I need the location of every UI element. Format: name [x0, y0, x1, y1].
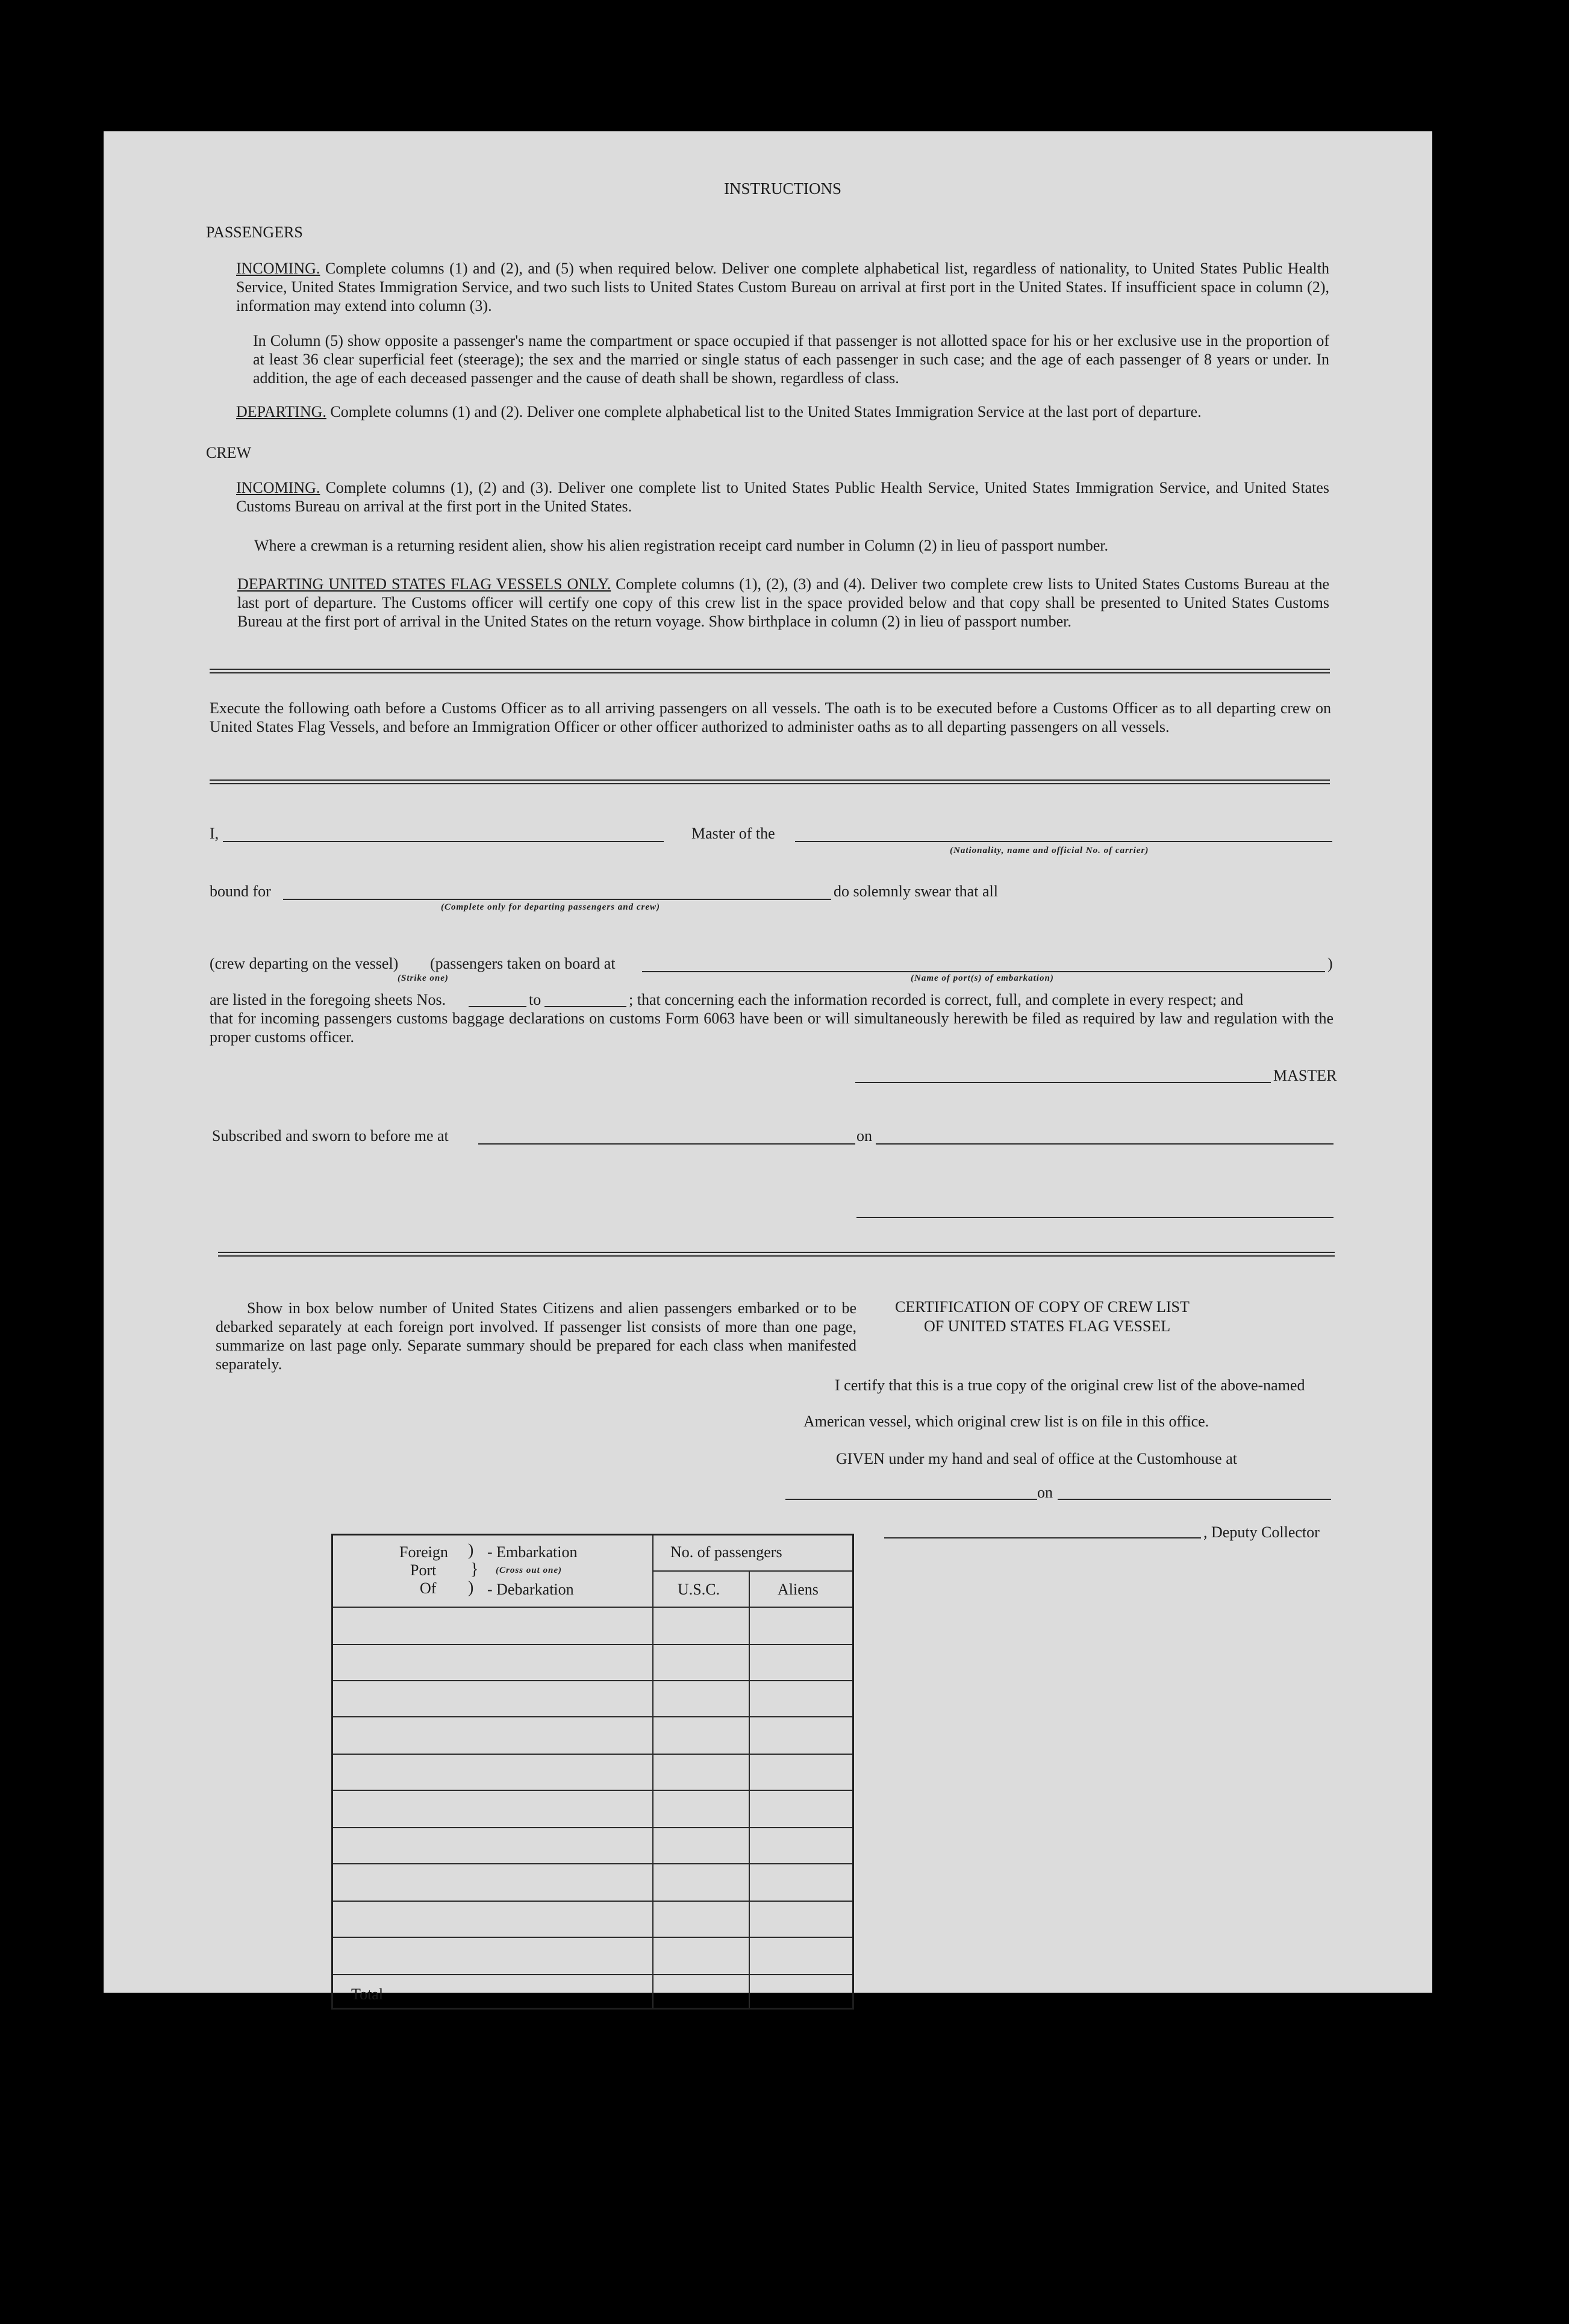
table-row-divider [333, 1790, 852, 1791]
listed-to: to [529, 991, 541, 1008]
embarkation-label: - Embarkation [487, 1543, 578, 1561]
crew-resident-paragraph: Where a crewman is a returning resident alien, show his alien registration receipt card number in Column (2) in lieu of passport number. [254, 537, 1109, 554]
crew-heading: CREW [206, 444, 252, 461]
no-passengers-header: No. of passengers [670, 1543, 782, 1561]
carrier-line[interactable] [795, 841, 1332, 842]
port-label: Port [410, 1561, 437, 1579]
page-title: INSTRUCTIONS [724, 180, 842, 198]
usc-header: U.S.C. [678, 1581, 720, 1598]
table-row-divider [333, 1754, 852, 1755]
deputy-signature-line[interactable] [884, 1537, 1201, 1538]
subscribed-label: Subscribed and sworn to before me at [212, 1127, 449, 1145]
carrier-note: (Nationality, name and official No. of carrier) [950, 846, 1149, 855]
passengers-incoming-label: INCOMING. [236, 260, 320, 277]
subscribed-date-line[interactable] [876, 1143, 1333, 1145]
officer-signature-line[interactable] [856, 1217, 1333, 1218]
passengers-heading: PASSENGERS [206, 223, 303, 241]
summary-instructions: Show in box below number of United States Citizens and alien passengers embarked or to be debarked separately at each foreign port involved. If passenger list consists of more than one page, summarize on last page only. Separate summary should be prepared for each class when manifested separately. [216, 1299, 856, 1373]
table-column-divider [749, 1570, 750, 2008]
sheet-from-line[interactable] [469, 1006, 526, 1007]
certification-title-line2: OF UNITED STATES FLAG VESSEL [924, 1317, 1171, 1335]
strike-note: (Strike one) [398, 973, 449, 983]
oath-intro: Execute the following oath before a Customs Officer as to all arriving passengers on all vessels. The oath is to be executed before a Customs Officer as to all departing crew on United States Flag Vessels, and before an Immigration Officer or other officer authorized to administer oaths as to all departing passengers on all vessels. [210, 699, 1331, 736]
port-note: (Name of port(s) of embarkation) [911, 973, 1054, 983]
foreign-label: Foreign [399, 1543, 448, 1561]
form-page [104, 131, 1432, 2003]
passengers-departing-label: DEPARTING. [236, 403, 326, 420]
listed-post: ; that concerning each the information recorded is correct, full, and complete in every respect; and [629, 991, 1244, 1008]
master-signature-line[interactable] [855, 1082, 1271, 1083]
crew-departing-paragraph [237, 575, 1329, 631]
total-label: Total [351, 1985, 384, 2003]
divider [218, 1252, 1335, 1257]
certification-on: on [1037, 1484, 1053, 1501]
swear-text: do solemnly swear that all [834, 882, 998, 900]
bound-for-line[interactable] [283, 899, 831, 900]
table-row-divider [333, 1607, 852, 1608]
table-row-divider [333, 1974, 852, 1975]
passenger-summary-table [331, 1534, 854, 2010]
master-name-line[interactable] [223, 841, 664, 842]
passengers-taken-option: (passengers taken on board at [430, 955, 616, 972]
american-vessel-text: American vessel, which original crew list is on file in this office. [803, 1413, 1209, 1430]
listed-continuation: that for incoming passengers customs baggage declarations on customs Form 6063 have been or will simultaneously herewith be filed as required by law and regulation with the proper customs officer. [210, 1010, 1333, 1046]
passengers-departing-paragraph [236, 402, 1329, 421]
sheet-to-line[interactable] [544, 1006, 626, 1007]
crew-incoming-paragraph [236, 478, 1329, 516]
table-row-divider [333, 1827, 852, 1828]
table-row-divider [333, 1863, 852, 1864]
master-of-the-label: Master of the [691, 825, 775, 842]
oath-i-label: I, [210, 825, 219, 842]
given-text: GIVEN under my hand and seal of office at the Customhouse at [836, 1450, 1237, 1467]
master-label: MASTER [1273, 1067, 1337, 1084]
divider [210, 669, 1330, 673]
bound-note: (Complete only for departing passengers and crew) [441, 902, 660, 912]
debarkation-label: - Debarkation [487, 1581, 574, 1598]
brace-icon: } [470, 1560, 479, 1579]
crew-incoming-text: Complete columns (1), (2) and (3). Deliver one complete list to United States Public Health Service, United States Immigration Service, and United States Customs Bureau on arrival at the first port in the United States. [236, 479, 1329, 515]
certify-text: I certify that this is a true copy of the original crew list of the above-named [835, 1376, 1305, 1394]
certification-date-line[interactable] [1058, 1499, 1331, 1500]
divider [210, 779, 1330, 784]
certification-title-line1: CERTIFICATION OF COPY OF CREW LIST [895, 1298, 1190, 1316]
brace-icon: ) [468, 1541, 474, 1560]
listed-pre: are listed in the foregoing sheets Nos. [210, 991, 446, 1008]
table-row-divider [333, 1716, 852, 1717]
table-row-divider [333, 1680, 852, 1681]
table-row-divider [333, 1937, 852, 1938]
passengers-incoming-paragraph [236, 259, 1329, 315]
aliens-header: Aliens [778, 1581, 819, 1598]
crew-departing-text: Complete columns (1), (2), (3) and (4). Deliver two complete crew lists to United States Customs Bureau at the last port of departure. The Customs officer will certify one copy of this crew list in the space provided below and that copy shall be presented to United States Customs Bureau at the first port of arrival in the United States on the return voyage. Show birthplace in column (2) in lieu of passport number. [237, 575, 1330, 630]
of-label: Of [420, 1579, 437, 1597]
table-row-divider [333, 1644, 852, 1645]
bound-for-label: bound for [210, 882, 271, 900]
brace-icon: ) [468, 1578, 474, 1597]
close-paren: ) [1327, 955, 1333, 972]
crew-departing-option: (crew departing on the vessel) [210, 955, 399, 972]
deputy-collector-label: , Deputy Collector [1203, 1523, 1320, 1541]
subscribed-place-line[interactable] [478, 1143, 855, 1145]
table-row-divider [333, 1901, 852, 1902]
crew-departing-label: DEPARTING UNITED STATES FLAG VESSELS ONLY. [237, 575, 611, 593]
embarkation-port-line[interactable] [642, 971, 1325, 972]
crew-incoming-label: INCOMING. [236, 479, 320, 496]
customhouse-line[interactable] [785, 1499, 1037, 1500]
subscribed-on: on [856, 1127, 872, 1145]
cross-out-note: (Cross out one) [496, 1566, 563, 1575]
passengers-departing-text: Complete columns (1) and (2). Deliver one complete alphabetical list to the United States Immigration Service at the last port of departure. [330, 403, 1202, 420]
passengers-column5-paragraph: In Column (5) show opposite a passenger's name the compartment or space occupied if that passenger is not allotted space for his or her exclusive use in the proportion of at least 36 clear superficial feet (steerage); the sex and the married or single status of each passenger in such case; and the age of each passenger of 8 years or under. In addition, the age of each deceased passenger and the cause of death shall be shown, regardless of class. [253, 332, 1329, 387]
passengers-incoming-text: Complete columns (1) and (2), and (5) when required below. Deliver one complete alphabetical list, regardless of nationality, to United States Public Health Service, United States Immigration Service, and two such lists to United States Custom Bureau on arrival at first port in the United States. If insufficient space in column (2), information may extend into column (3). [236, 260, 1330, 314]
table-header-divider [652, 1570, 852, 1572]
